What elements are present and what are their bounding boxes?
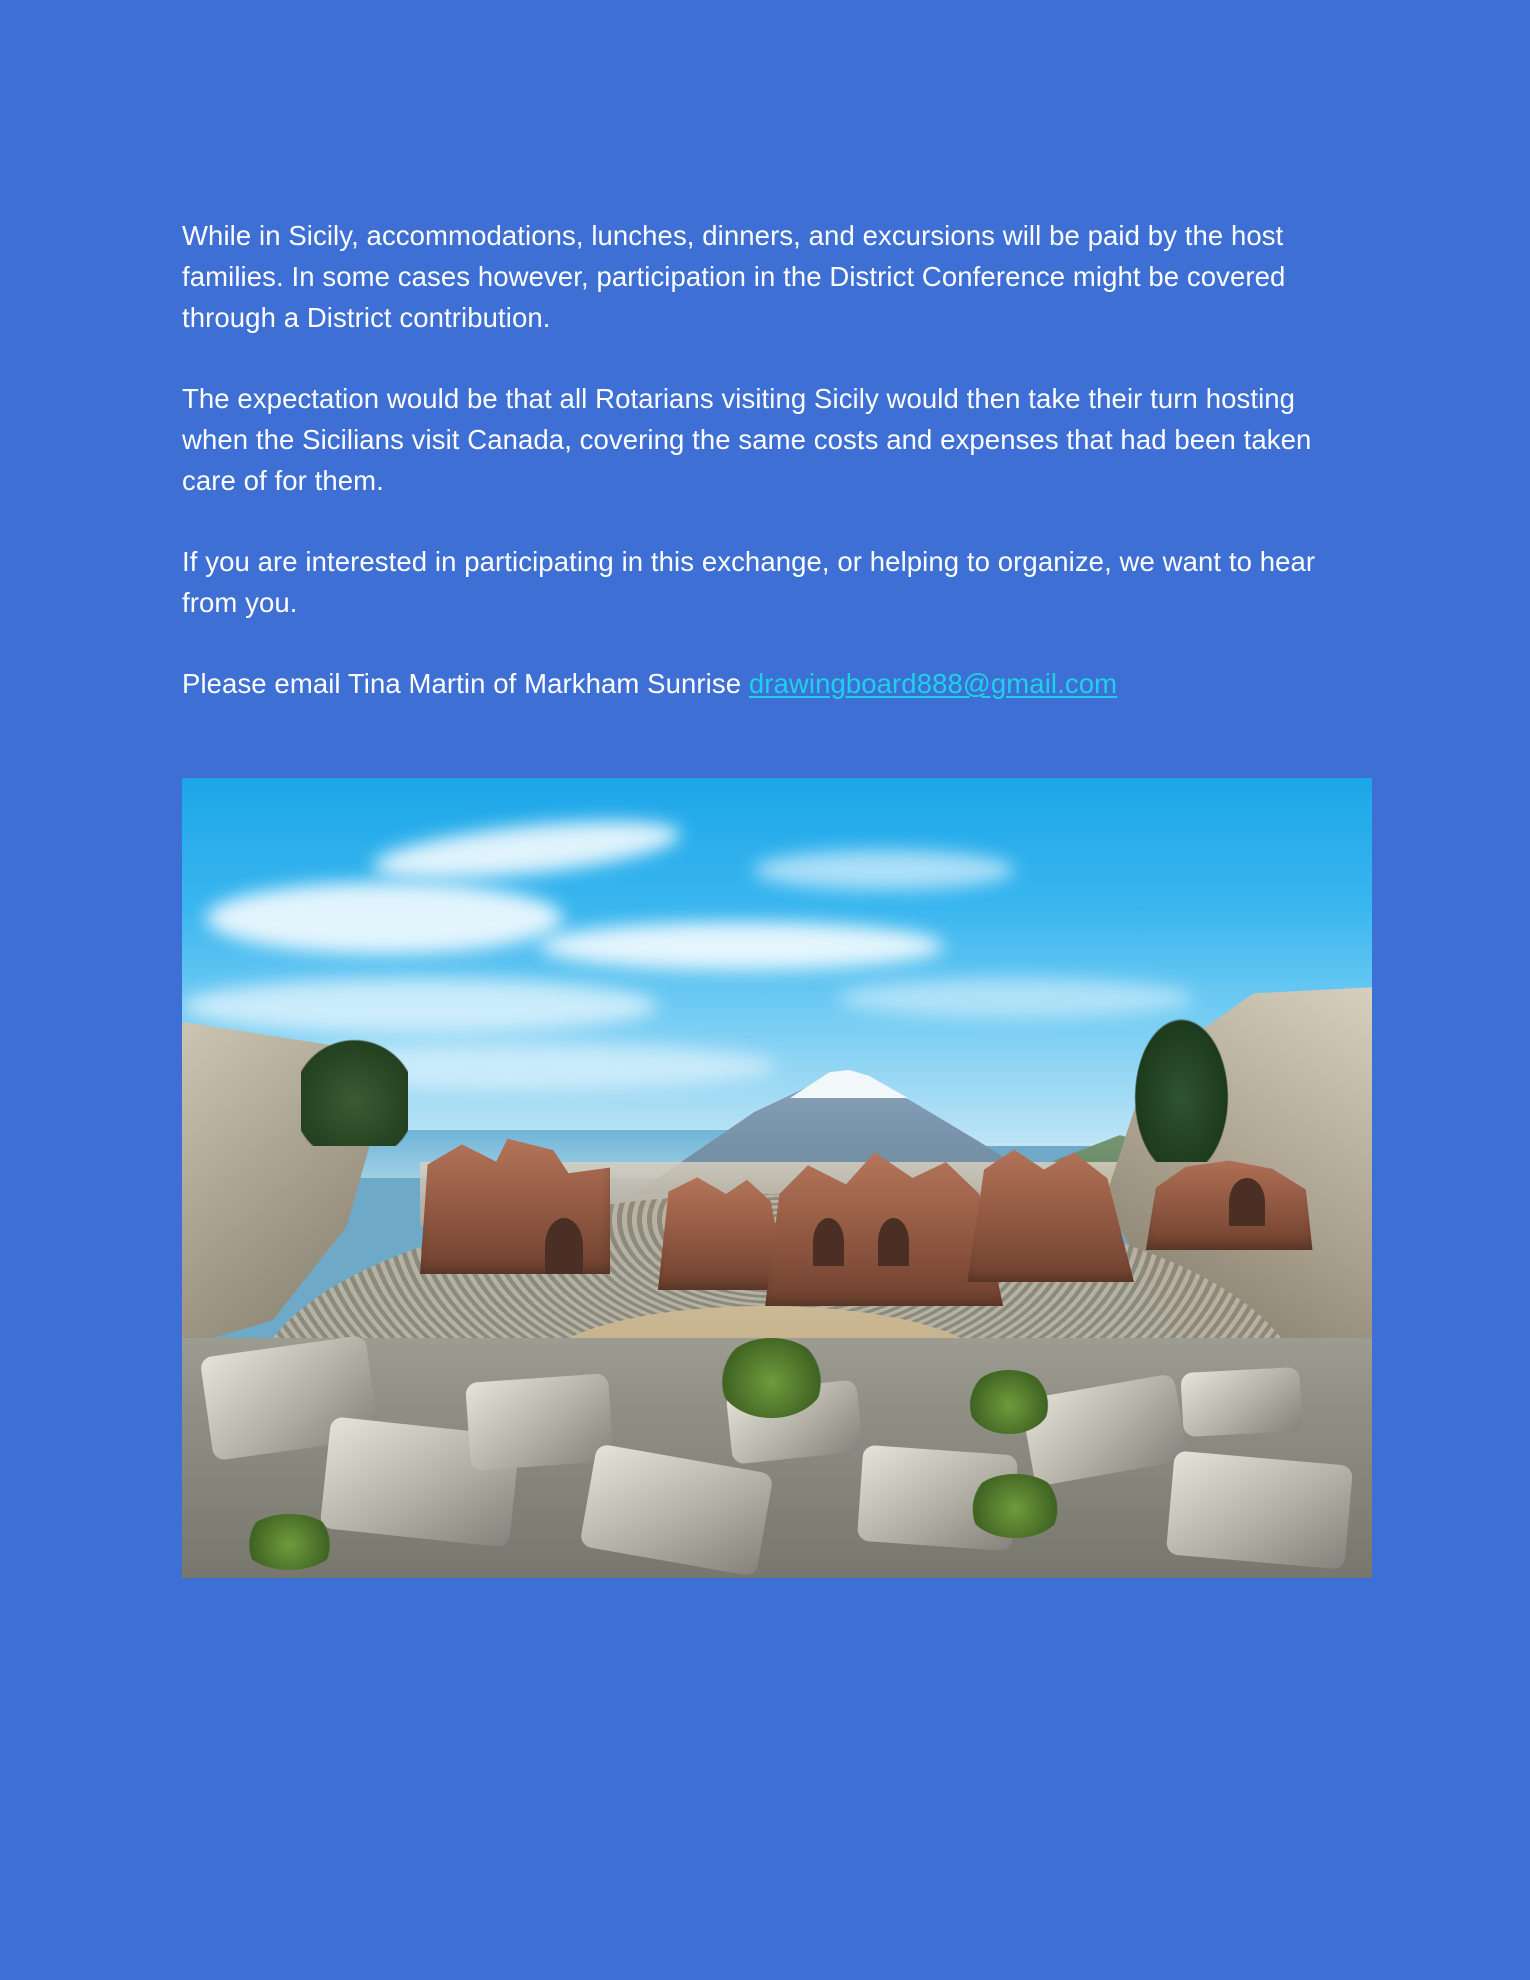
tree — [1134, 1018, 1229, 1162]
shrub — [718, 1338, 825, 1418]
ruin-arch — [878, 1218, 909, 1266]
email-link[interactable]: drawingboard888@gmail.com — [748, 668, 1118, 699]
tree — [301, 1034, 408, 1146]
shrub — [242, 1514, 337, 1570]
photo-illustration — [182, 778, 1372, 1578]
cloud — [206, 882, 563, 954]
paragraph-1: While in Sicily, accommodations, lunches, dinners, and excursions will be paid by the host families. In some cases however, participation in the District Conference might be covered through a District contribution. — [182, 220, 1286, 333]
ruin-arch — [1229, 1178, 1265, 1226]
rock — [1166, 1450, 1353, 1569]
cloud — [837, 978, 1194, 1018]
paragraph-2: The expectation would be that all Rotarians visiting Sicily would then take their turn hosting when the Sicilians visit Canada, covering the same costs and expenses that had been taken care of for them. — [182, 383, 1312, 496]
cloud — [753, 850, 1015, 890]
cloud — [539, 922, 944, 970]
cloud — [182, 978, 658, 1034]
ruin-arch — [813, 1218, 844, 1266]
shrub — [967, 1474, 1062, 1538]
contact-line — [182, 663, 1357, 704]
rock — [465, 1373, 614, 1471]
contact-prefix: Please email Tina Martin of Markham Sunrise — [182, 668, 749, 699]
rock — [1180, 1367, 1302, 1437]
article-body — [182, 215, 1357, 704]
shrub — [967, 1370, 1050, 1434]
taormina-theatre-image — [182, 778, 1372, 1578]
ruin-arch — [545, 1218, 583, 1274]
paragraph-3: If you are interested in participating in this exchange, or helping to organize, we want to hear from you. — [182, 546, 1316, 618]
